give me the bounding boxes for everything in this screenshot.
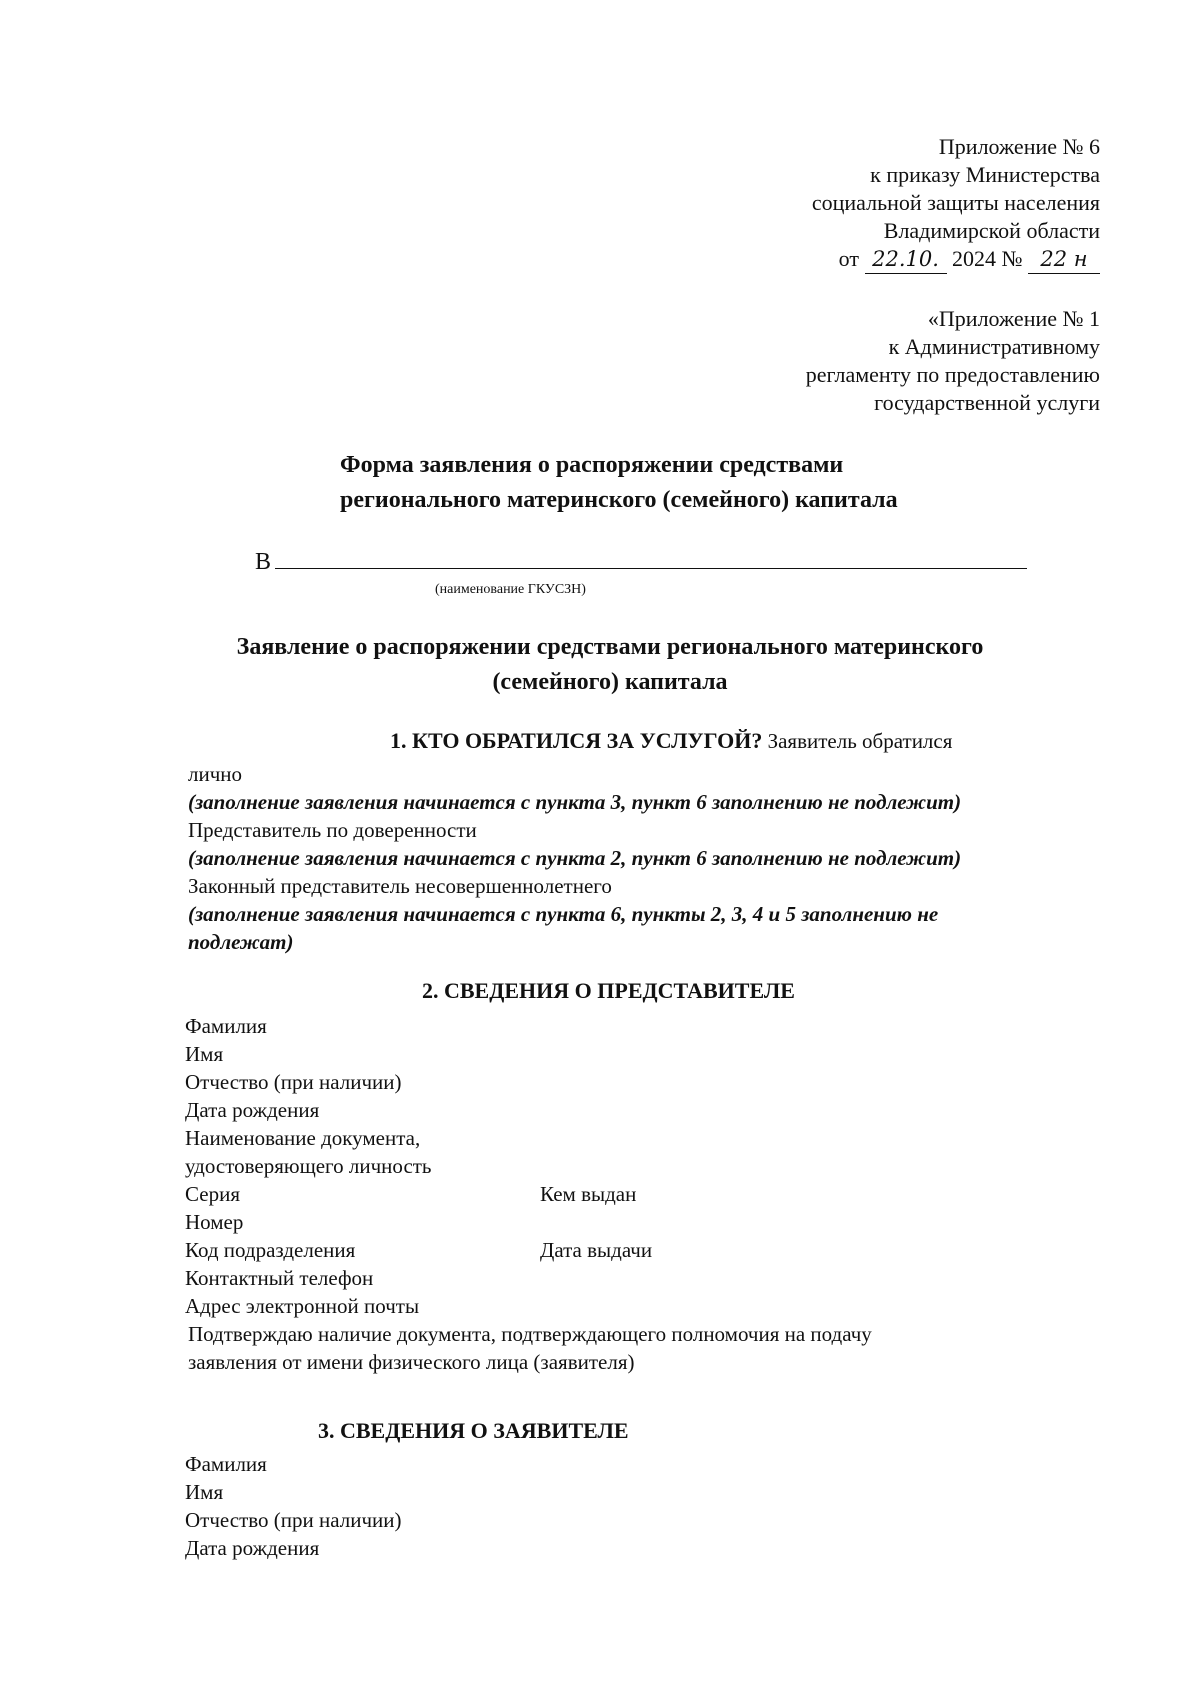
section1-note: (заполнение заявления начинается с пункта 3, пункт 6 заполнению не подлежит) <box>188 790 962 814</box>
field-patronymic: Отчество (при наличии) <box>185 1508 402 1532</box>
order-date-line: от 22.10. 2024 № 22 н <box>600 245 1100 274</box>
row-dept <box>185 1236 1085 1264</box>
handwritten-date: 22.10. <box>865 245 947 274</box>
appendix-line: Приложение № 6 <box>938 134 1100 159</box>
addressee-field[interactable] <box>255 548 1035 576</box>
section1-note: подлежат) <box>188 930 294 954</box>
section1-options: лично (заполнение заявления начинается с пункта 3, пункт 6 заполнению не подлежит) Представитель по доверенности (заполнение заявления начинается с пункта 2, пункт 6 заполнению не подлежит) Законный представитель несовершеннолетнего (заполнение заявления начинается с пункта 6, пункты 2, 3, 4 и 5 заполнению не подлежат) <box>188 760 1108 956</box>
field-name: Имя <box>185 1480 224 1504</box>
section1-note: (заполнение заявления начинается с пункта 2, пункт 6 заполнению не подлежит) <box>188 846 962 870</box>
field-patronymic: Отчество (при наличии) <box>185 1070 402 1094</box>
appendix-line: к приказу Министерства <box>870 162 1100 187</box>
field-name: Имя <box>185 1042 224 1066</box>
handwritten-number: 22 н <box>1028 245 1100 274</box>
section3-heading: 3. СВЕДЕНИЯ О ЗАЯВИТЕЛЕ <box>318 1418 629 1443</box>
section2-fields <box>185 1012 1085 1376</box>
section1-first-line <box>390 727 1090 755</box>
section2-heading: 2. СВЕДЕНИЯ О ПРЕДСТАВИТЕЛЕ <box>422 978 795 1003</box>
appendix-line: социальной защиты населения <box>811 190 1100 215</box>
section1-heading: 1. КТО ОБРАТИЛСЯ ЗА УСЛУГОЙ? <box>390 728 763 753</box>
regulation-header <box>600 305 1100 417</box>
option-applicant-in-person: Заявитель обратился <box>767 729 953 753</box>
appendix-line: «Приложение № 1 <box>927 306 1100 331</box>
appendix-header <box>600 133 1100 274</box>
field-birth-date: Дата рождения <box>185 1098 320 1122</box>
addressee-underline <box>275 548 1027 569</box>
field-dept-code: Код подразделения <box>185 1238 356 1262</box>
option-legal-representative: Законный представитель несовершеннолетнего <box>188 874 612 898</box>
confirmation-text: Подтверждаю наличие документа, подтверждающего полномочия на подачу заявления от имени физического лица (заявителя) <box>188 1322 872 1374</box>
field-series: Серия <box>185 1182 240 1206</box>
appendix-line: к Административному <box>888 334 1100 359</box>
field-phone: Контактный телефон <box>185 1266 374 1290</box>
section1-note: (заполнение заявления начинается с пункта 6, пункты 2, 3, 4 и 5 заполнению не <box>188 902 939 926</box>
appendix-line: Владимирской области <box>883 218 1100 243</box>
application-title: Заявление о распоряжении средствами регионального материнского (семейного) капитала <box>236 634 984 695</box>
option-representative-proxy: Представитель по доверенности <box>188 818 477 842</box>
section3-fields <box>185 1450 1085 1562</box>
field-doc-name: удостоверяющего личность <box>185 1154 432 1178</box>
row-series <box>185 1180 1085 1208</box>
field-issue-date: Дата выдачи <box>540 1238 653 1262</box>
appendix-line: регламенту по предоставлению <box>805 362 1100 387</box>
field-surname: Фамилия <box>185 1014 267 1038</box>
field-birth-date: Дата рождения <box>185 1536 320 1560</box>
field-email: Адрес электронной почты <box>185 1294 420 1318</box>
addressee-prefix: В <box>255 549 272 575</box>
appendix-line: государственной услуги <box>874 390 1100 415</box>
field-doc-name: Наименование документа, <box>185 1126 421 1150</box>
field-surname: Фамилия <box>185 1452 267 1476</box>
field-number: Номер <box>185 1210 244 1234</box>
field-issued-by: Кем выдан <box>540 1182 637 1206</box>
form-title: Форма заявления о распоряжении средствами регионального материнского (семейного) капитала <box>340 452 898 513</box>
addressee-caption: (наименование ГКУСЗН) <box>435 582 586 597</box>
